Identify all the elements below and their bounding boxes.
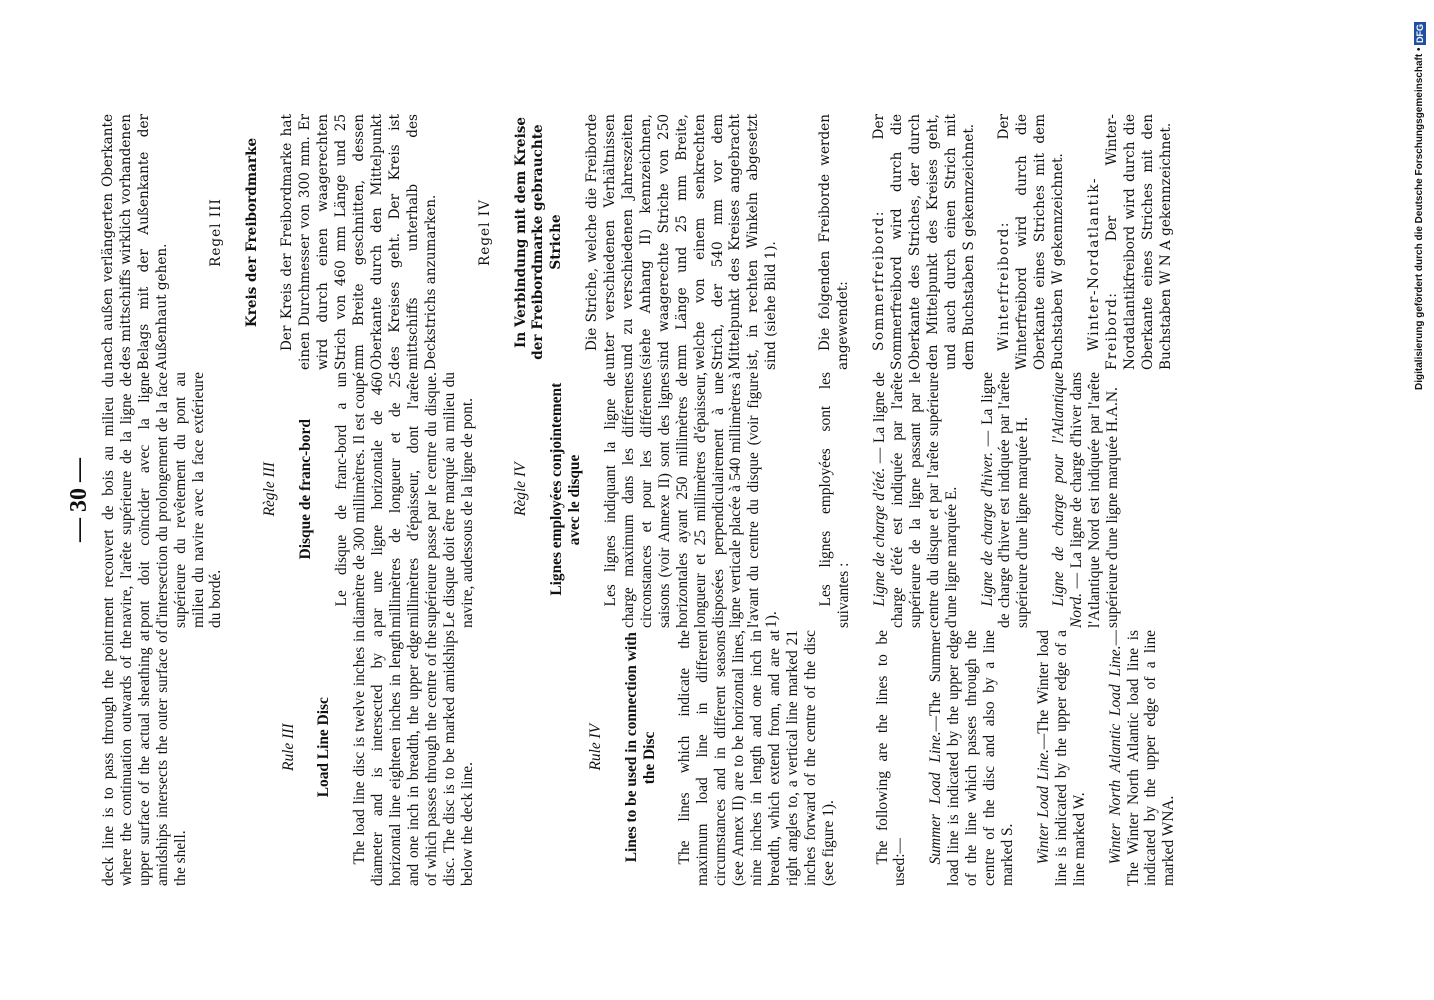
english-rule3-text: The load line disc is twelve inches in diameter and is intersected by a horizontal line eighteen inches in length and one inch in breadth, the upper edge of which passes through the centre of the disc. The disc is to be marked amidships below the deck line.	[351, 630, 476, 886]
french-rule3-heading: Disque de franc-bord	[297, 419, 315, 560]
french-wna-text: — La ligne de charge d'hiver dans l'Atlantique Nord est indiquée par l'arête supérieure d'une ligne marquée H.A.N.	[1068, 372, 1121, 628]
english-intro: deck line is to pass through the point where the continuation outwards of the upper surface of the actual sheathing at amidships intersects the outer surface of the shell.	[100, 630, 189, 886]
english-rule3-heading: Load Line Disc	[315, 697, 333, 798]
german-lines-intro: Die folgenden Freiborde werden angewendet:	[817, 114, 852, 370]
english-rule4-heading: Lines to be used in connection with the Disc	[622, 632, 658, 863]
german-winter-paragraph	[996, 114, 1068, 370]
german-rule3-title: Regel III	[207, 198, 224, 267]
french-intro: ment recouvert de bois au milieu du navire, l'arête supérieure de la ligne de pont doit coïncider avec la ligne d'intersection du prolongement de la face supérieure du revêtement du pont au milieu du navire avec la face extérieure du bordé.	[100, 372, 225, 628]
french-rule4-heading: Lignes employées conjointement avec le disque	[548, 382, 584, 596]
german-column	[100, 114, 1176, 370]
german-wna-paragraph	[1086, 114, 1176, 370]
german-rule4-text: Die Striche, welche die Freiborde unter verschiedenen Verhältnissen und zu verschiedenen Jahreszeiten (siehe Anhang II) kennzeichnen, sind waagerechte Striche von 250 mm Länge und 25 mm Breite, welche von einem senkrechten Strich, der 540 mm vor dem Mittelpunkt des Kreises angebracht ist, in rechten Winkeln abgesetzt sind (siehe Bild 1).	[584, 114, 780, 370]
dfg-credit-text: Digitalisierung gefördert durch die Deutsche Forschungsgemeinschaft •	[1414, 47, 1425, 390]
german-rule4-title: Regel IV	[476, 199, 493, 266]
english-rule4-text: The lines which indicate the maximum load line in different circumstances and in different seasons (see Annex II) are to be horizontal lines, nine inches in length and one inch in breadth, which extend from, and are at right angles to, a vertical line marked 21 inches forward of the centre of the disc (see figure 1).	[676, 630, 837, 886]
english-summer-term: Summer Load Line.	[927, 731, 945, 865]
french-winter-term: Ligne de charge d'hiver.	[978, 452, 996, 607]
english-winter-paragraph	[1035, 630, 1089, 886]
english-winter-text: —The Winter load line is indicated by the upper edge of a line marked W.	[1034, 630, 1088, 886]
german-wna-text: Der Winter-Nordatlantikfreibord wird durch die Oberkante eines Striches mit den Buchstaben W N A gekennzeichnet.	[1103, 114, 1174, 370]
german-summer-text: Der Sommerfreibord wird durch die Oberkante des Striches, der durch den Mittelpunkt des Kreises geht, und auch durch einen Strich mit dem Buchstaben S gekennzeichnet.	[871, 114, 977, 370]
french-winter-text: — La ligne de charge d'hiver est indiquée par l'arête supérieure d'une ligne marquée H.	[978, 372, 1032, 628]
french-rule4-text: Les lignes indiquant la ligne de charge maximum dans les différentes circonstances et pour les différentes saisons (voir Annexe II) sont des lignes horizontales ayant 250 millimètres de longueur et 25 millimètres d'épaisseur, disposées perpendiculairement à une ligne verticale placée à 540 millimètres à l'avant du centre du disque (voir figure 1).	[602, 372, 781, 628]
german-winter-term: Winterfreibord:	[996, 221, 1013, 351]
dfg-logo: DFG	[1415, 23, 1425, 43]
french-rule4-title: Règle IV	[512, 462, 530, 516]
english-lines-intro: The following are the lines to be used:—	[873, 630, 909, 886]
dfg-credit	[1414, 10, 1434, 390]
french-summer-term: Ligne de charge d'été.	[871, 467, 888, 607]
french-wna-paragraph	[1050, 372, 1122, 628]
german-rule4-heading: In Verbindung mit dem Kreise der Freibordmarke gebrauchte Striche	[512, 116, 565, 360]
french-winter-paragraph	[979, 372, 1033, 628]
english-summer-paragraph	[927, 630, 1017, 886]
french-column	[100, 372, 1122, 628]
english-winter-term: Winter Load Line.	[1034, 749, 1052, 865]
english-wna-text: —The Winter North Atlantic load line is indicated by the upper edge of a line marked WNA.	[1106, 630, 1178, 886]
german-winter-text: Der Winterfreibord wird durch die Oberkante eines Striches mit dem Buchstaben W gekennzeichnet.	[996, 114, 1067, 370]
english-wna-paragraph	[1107, 630, 1179, 886]
english-wna-term: Winter North Atlantic Load Line.	[1106, 645, 1124, 865]
english-rule4-title: Rule IV	[586, 723, 604, 771]
french-rule3-text: Le disque de franc-bord a un diamètre de 300 millimètres. Il est coupé par une ligne horizontale de 460 millimètres de longueur et de 25 millimètres d'épaisseur, dont l'arête supérieure passe par le centre du disque. Le disque doit être marqué au milieu du navire, audessous de la ligne de pont.	[333, 372, 476, 628]
french-lines-intro: Les lignes employées sont les suivantes :	[817, 372, 853, 628]
french-summer-text: — La ligne de charge d'été est indiquée par l'arête supérieure de la ligne passant par le centre du disque et par l'arête supérieure d'une ligne marquée E.	[871, 372, 960, 628]
german-rule3-heading: Kreis der Freibordmarke	[243, 137, 260, 328]
page-number: — 30 —	[66, 458, 92, 542]
english-column	[100, 630, 1178, 886]
german-summer-term: Sommerfreibord:	[871, 210, 887, 351]
german-rule3-text: Der Kreis der Freibordmarke hat einen Durchmesser von 300 mm. Er wird durch einen waagerechten Strich von 460 mm Länge und 25 mm Breite geschnitten, dessen Oberkante durch den Mittelpunkt des Kreises geht. Der Kreis ist mittschiffs unterhalb des Deckstrichs anzumarken.	[279, 114, 439, 370]
german-summer-paragraph	[871, 114, 978, 370]
french-rule3-title: Règle III	[261, 462, 279, 517]
french-wna-term: Ligne de charge pour l'Atlantique Nord.	[1050, 372, 1086, 628]
english-rule3-title: Rule III	[279, 723, 297, 771]
german-wna-term: Winter-Nordatlantik-Freibord:	[1086, 177, 1120, 370]
english-summer-text: —The Summer load line is indicated by the upper edge of the line which passes through the centre of the disc and also by a line marked S.	[927, 630, 1016, 886]
french-summer-paragraph	[871, 372, 961, 628]
german-intro: nach außen verlängerten Oberkante des mittschiffs wirklich vorhandenen Belags mit der Außenkante der Außenhaut gehen.	[100, 114, 170, 370]
